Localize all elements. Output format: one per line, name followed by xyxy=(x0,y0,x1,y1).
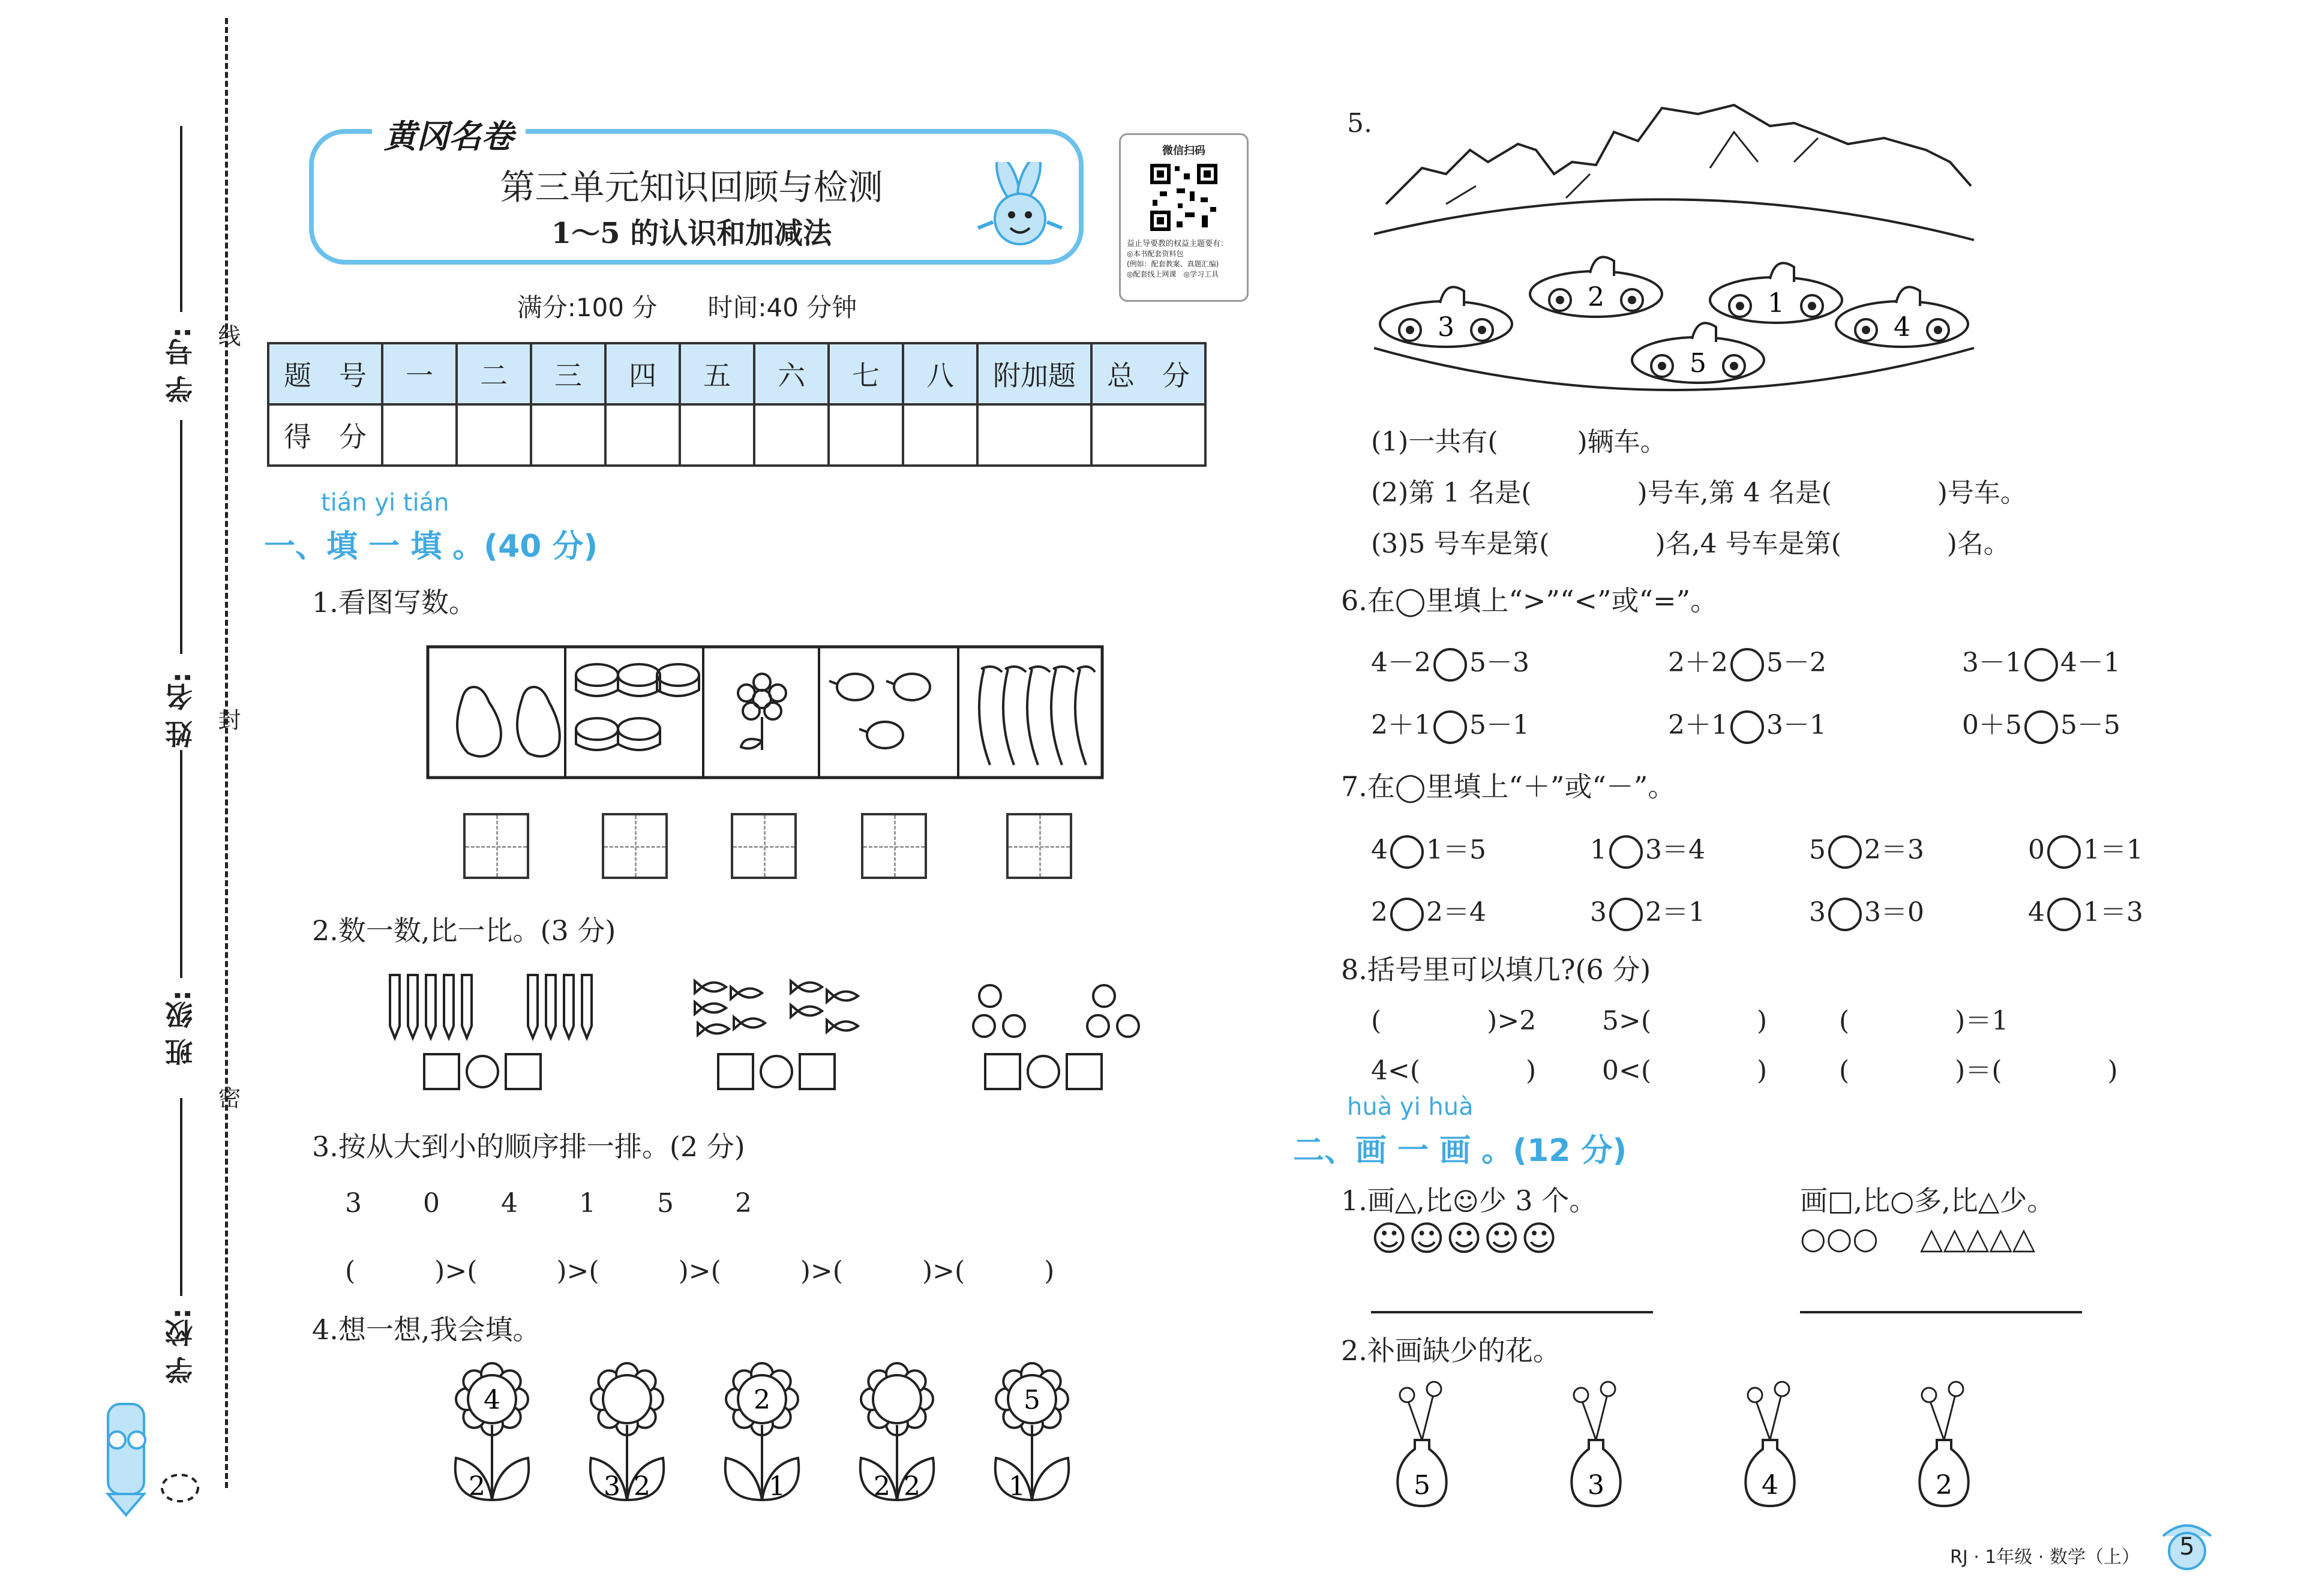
q7-item: 0 1＝1 xyxy=(2028,828,2143,869)
q6-item: 2＋1 5－1 xyxy=(1371,703,1529,744)
smiley-row: ☺☺☺☺☺ xyxy=(1371,1218,1559,1259)
answer-circle[interactable] xyxy=(1027,1055,1060,1088)
score-header-cell: 七 xyxy=(829,343,903,404)
q6-item: 0＋5 5－5 xyxy=(1962,703,2120,744)
vase-number: 3 xyxy=(1588,1470,1604,1501)
q3-number: 2 xyxy=(735,1188,752,1219)
race-car xyxy=(1632,323,1764,383)
answer-square[interactable] xyxy=(505,1053,542,1090)
q1-text: 1.看图写数。 xyxy=(312,586,476,619)
answer-square[interactable] xyxy=(1066,1053,1103,1090)
q5-line-3[interactable]: (3)5 号车是第( )名,4 号车是第( )名。 xyxy=(1371,529,2010,559)
answer-circle[interactable] xyxy=(760,1055,793,1088)
q8-blank[interactable]: ( )＝( ) xyxy=(1839,1055,2118,1086)
race-car xyxy=(1530,257,1662,317)
vase-diagram xyxy=(1397,1382,1446,1506)
q4-text: 4.想一想,我会填。 xyxy=(312,1313,541,1346)
name-label: 姓 名: xyxy=(164,672,197,748)
answer-circle[interactable] xyxy=(1609,835,1643,869)
score-input-cell[interactable] xyxy=(1091,404,1205,466)
apple-icon xyxy=(973,985,1139,1037)
answer-circle[interactable] xyxy=(1390,898,1424,931)
exam-meta: 满分:100 分 时间:40 分钟 xyxy=(517,293,857,322)
d2-vases xyxy=(1362,1374,1992,1512)
q7-item: 2 2＝4 xyxy=(1371,890,1486,931)
qr-line-3: ◎配套线上网课 ◎学习工具 xyxy=(1127,270,1219,278)
qr-code-icon[interactable] xyxy=(1148,161,1220,233)
q6-item: 4－2 5－3 xyxy=(1371,641,1529,682)
flower-diagram xyxy=(590,1363,664,1502)
q7-item: 4 1＝3 xyxy=(2028,890,2143,931)
q7-item: 3 3＝0 xyxy=(1809,890,1924,931)
answer-grid-box[interactable] xyxy=(463,813,529,879)
page-title: 第三单元知识回顾与检测 xyxy=(500,167,883,208)
flower-diagram xyxy=(455,1363,529,1502)
score-header-cell: 一 xyxy=(382,343,457,404)
page-number: 5 xyxy=(2179,1533,2195,1561)
leaf-left-number: 1 xyxy=(1009,1471,1025,1502)
circle-row: ○○○ xyxy=(1800,1221,1879,1256)
section2-pinyin: huà yi huà xyxy=(1347,1093,1474,1121)
d1-text: 1.画△,比☺少 3 个。 xyxy=(1341,1184,1597,1217)
answer-circle[interactable] xyxy=(1730,710,1764,744)
q3-answer-blanks[interactable]: ( )>( )>( )>( )>( )>( ) xyxy=(345,1256,1055,1286)
score-input-cell[interactable] xyxy=(754,404,829,466)
answer-circle[interactable] xyxy=(1433,710,1467,744)
student-id-label: 学 号: xyxy=(164,327,197,403)
flower-center-number: 5 xyxy=(1024,1385,1040,1415)
q8-text: 8.括号里可以填几?(6 分) xyxy=(1341,953,1651,986)
leaf-left-number: 2 xyxy=(874,1471,890,1502)
leaf-right[interactable] xyxy=(1032,1458,1069,1500)
flower-diagram xyxy=(860,1363,934,1502)
d1-draw-line-right[interactable] xyxy=(1800,1311,2082,1313)
binding-mark-mi: 密 xyxy=(214,1086,241,1109)
vase-number: 2 xyxy=(1936,1470,1952,1501)
qr-title: 微信扫码 xyxy=(1162,145,1205,157)
race-car xyxy=(1380,287,1512,347)
section1-pinyin: tián yi tián xyxy=(321,489,449,517)
race-car xyxy=(1710,263,1842,323)
score-input-cell[interactable] xyxy=(382,404,457,466)
section1-title: 一、填 一 填 。(40 分) xyxy=(264,529,598,565)
q3-number: 3 xyxy=(345,1188,362,1219)
score-header-cell: 题 号 xyxy=(268,343,382,404)
q6-text: 6.在◯里填上“>”“<”或“=”。 xyxy=(1341,584,1718,617)
leaf-right[interactable] xyxy=(492,1458,529,1500)
brand-logo: 黄冈名卷 xyxy=(372,111,526,157)
vase-number: 5 xyxy=(1414,1470,1430,1501)
class-line xyxy=(180,750,182,978)
q8-blank[interactable]: 5>( ) xyxy=(1602,1006,1768,1036)
car-number: 5 xyxy=(1690,348,1706,379)
leaf-left-number: 2 xyxy=(469,1471,485,1502)
leaf-right-number: 1 xyxy=(769,1471,785,1502)
binding-dash-line xyxy=(225,18,228,1488)
race-car xyxy=(1836,287,1968,347)
pencil-icon xyxy=(390,975,592,1038)
section2-title: 二、画 一 画 。(12 分) xyxy=(1293,1133,1627,1169)
score-header-cell: 三 xyxy=(531,343,605,404)
answer-circle[interactable] xyxy=(2024,710,2058,744)
leaf-left-number: 3 xyxy=(604,1471,620,1502)
score-input-cell[interactable] xyxy=(977,404,1091,466)
q7-text: 7.在◯里填上“＋”或“－”。 xyxy=(1341,770,1676,803)
q7-item: 5 2＝3 xyxy=(1809,828,1924,869)
score-header-cell: 六 xyxy=(754,343,829,404)
fish-icon xyxy=(695,981,858,1035)
answer-grid-box[interactable] xyxy=(1006,813,1072,879)
name-line xyxy=(180,420,182,654)
answer-circle[interactable] xyxy=(1609,898,1643,931)
vase-diagram xyxy=(1745,1382,1794,1506)
answer-circle[interactable] xyxy=(1828,898,1862,931)
flower-diagram xyxy=(995,1363,1069,1502)
answer-circle[interactable] xyxy=(1390,835,1424,869)
score-header-cell: 总 分 xyxy=(1091,343,1205,404)
student-id-line xyxy=(180,126,182,312)
vase-diagram xyxy=(1919,1382,1968,1506)
binding-mark-feng: 封 xyxy=(214,708,241,731)
score-header-cell: 二 xyxy=(457,343,531,404)
answer-square[interactable] xyxy=(799,1053,836,1090)
q7-item: 1 3＝4 xyxy=(1590,828,1705,869)
flower-center-number: 4 xyxy=(484,1385,500,1415)
vase-number: 4 xyxy=(1762,1470,1778,1501)
compare-boxes-3 xyxy=(984,1053,1103,1090)
q5-number: 5. xyxy=(1347,108,1372,139)
score-input-cell[interactable] xyxy=(605,404,680,466)
q8-blank[interactable]: 4<( ) xyxy=(1371,1055,1537,1086)
q3-number: 0 xyxy=(423,1188,440,1219)
car-number: 2 xyxy=(1588,282,1604,313)
answer-square[interactable] xyxy=(717,1053,754,1090)
rabbit-mascot-icon xyxy=(966,162,1074,258)
q4-flowers xyxy=(444,1362,1080,1506)
q5-race-picture xyxy=(1374,96,1980,408)
q6-item: 2＋2 5－2 xyxy=(1668,641,1826,682)
q6-item: 3－1 4－1 xyxy=(1962,641,2120,682)
car-number: 4 xyxy=(1894,312,1910,343)
q8-blank[interactable]: ( )＝1 xyxy=(1839,1006,2009,1036)
triangle-row: △△△△△ xyxy=(1920,1221,2036,1256)
page-subtitle: 1～5 的认识和加减法 xyxy=(551,217,832,250)
answer-circle[interactable] xyxy=(1828,835,1862,869)
q7-item: 4 1＝5 xyxy=(1371,828,1486,869)
qr-line-1: ◎本书配套资料包 xyxy=(1127,250,1184,258)
car-number: 3 xyxy=(1438,312,1454,343)
class-label: 班 级: xyxy=(164,990,197,1066)
qr-card xyxy=(1119,133,1249,302)
school-line xyxy=(180,1098,182,1296)
answer-circle[interactable] xyxy=(466,1055,499,1088)
q3-number: 1 xyxy=(579,1188,596,1219)
score-row-label: 得 分 xyxy=(268,404,382,466)
answer-square[interactable] xyxy=(984,1053,1021,1090)
leaf-right-number: 2 xyxy=(634,1471,650,1502)
q8-blank[interactable]: ( )>2 xyxy=(1371,1006,1537,1036)
footer-text: RJ · 1年级 · 数学（上） xyxy=(1950,1547,2140,1568)
score-header-cell: 八 xyxy=(903,343,977,404)
binding-mark-xian: 线 xyxy=(214,324,241,347)
score-input-cell[interactable] xyxy=(829,404,903,466)
d2-text: 2.补画缺少的花。 xyxy=(1341,1334,1561,1367)
q3-number: 5 xyxy=(657,1188,674,1219)
answer-grid-box[interactable] xyxy=(861,813,927,879)
q1-picture-strip xyxy=(426,645,1104,780)
answer-grid-box[interactable] xyxy=(731,813,797,879)
answer-circle[interactable] xyxy=(1730,648,1764,682)
answer-grid-box[interactable] xyxy=(602,813,668,879)
q8-blank[interactable]: 0<( ) xyxy=(1602,1055,1768,1086)
score-header-cell: 四 xyxy=(605,343,680,404)
compare-boxes-1 xyxy=(423,1053,542,1090)
answer-circle[interactable] xyxy=(2024,648,2058,682)
score-input-cell[interactable] xyxy=(903,404,977,466)
vase-diagram xyxy=(1571,1382,1620,1506)
leaf-left[interactable] xyxy=(725,1458,762,1500)
score-header-cell: 五 xyxy=(680,343,754,404)
leaf-right-number: 2 xyxy=(904,1471,920,1502)
score-header-cell: 附加题 xyxy=(977,343,1091,404)
smiley-icon: ☺ xyxy=(1452,1187,1479,1216)
flower-center[interactable] xyxy=(603,1375,651,1423)
q3-text: 3.按从大到小的顺序排一排。(2 分) xyxy=(312,1130,745,1163)
score-input-cell[interactable] xyxy=(680,404,754,466)
qr-note: 益止导要教的权益主题要有： xyxy=(1127,239,1229,248)
school-label: 学 校: xyxy=(164,1308,197,1384)
answer-circle[interactable] xyxy=(2047,835,2081,869)
answer-circle[interactable] xyxy=(2047,898,2081,931)
qr-line-2: (例如：配套教案、真题汇编) xyxy=(1127,260,1219,268)
pencil-mascot-icon xyxy=(84,1398,228,1518)
q7-item: 3 2＝1 xyxy=(1590,890,1705,931)
flower-diagram xyxy=(725,1363,799,1502)
d1-draw-line-left[interactable] xyxy=(1371,1311,1653,1313)
q5-line-2[interactable]: (2)第 1 名是( )号车,第 4 名是( )号车。 xyxy=(1371,478,2027,508)
score-input-cell[interactable] xyxy=(531,404,605,466)
compare-boxes-2 xyxy=(717,1053,836,1090)
flower-center[interactable] xyxy=(873,1375,921,1423)
car-number: 1 xyxy=(1768,288,1784,319)
q3-number: 4 xyxy=(501,1188,518,1219)
q6-item: 2＋1 3－1 xyxy=(1668,703,1826,744)
answer-square[interactable] xyxy=(423,1053,460,1090)
d1-right-text: 画□,比○多,比△少。 xyxy=(1800,1184,2055,1217)
q2-pictures xyxy=(378,969,1176,1047)
q5-line-1[interactable]: (1)一共有( )辆车。 xyxy=(1371,427,1667,457)
flower-center-number: 2 xyxy=(754,1385,770,1415)
q2-text: 2.数一数,比一比。(3 分) xyxy=(312,914,616,947)
answer-circle[interactable] xyxy=(1433,648,1467,682)
score-table xyxy=(267,342,1207,467)
score-input-cell[interactable] xyxy=(457,404,531,466)
